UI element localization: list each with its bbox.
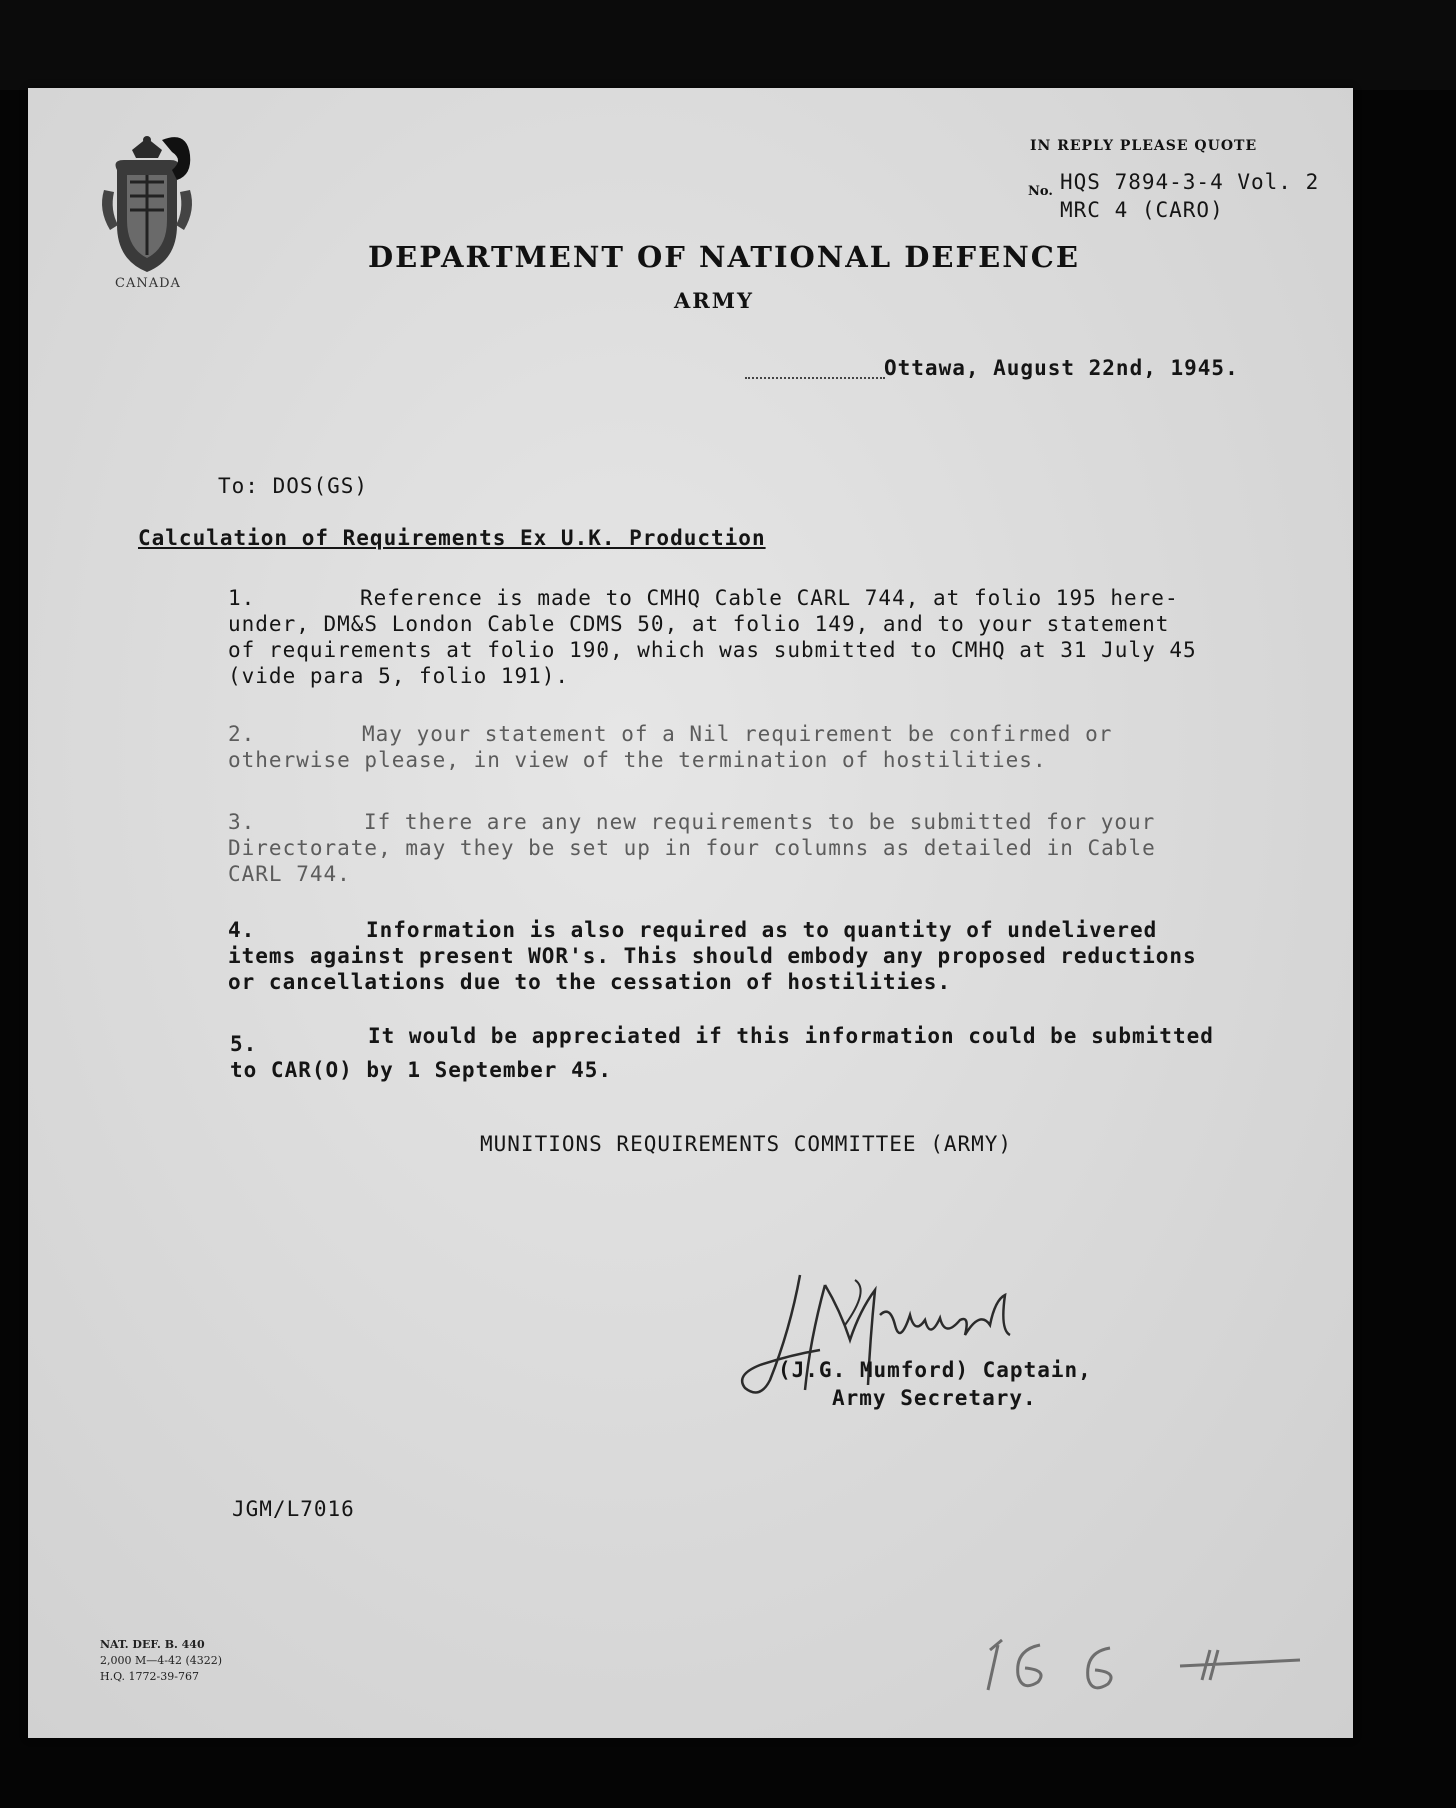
paragraph-line: of requirements at folio 190, which was submitted to CMHQ at 31 July 45 — [228, 638, 1197, 662]
paragraph-number: 2. — [228, 722, 256, 746]
date-dotted-leader — [745, 377, 885, 379]
form-number-block — [100, 1637, 222, 1685]
paragraph-line: CARL 744. — [228, 862, 351, 886]
handwritten-folio-marks — [980, 1620, 1340, 1700]
form-hq-number: H.Q. 1772-39-767 — [100, 1670, 199, 1683]
paragraph-line: Directorate, may they be set up in four columns as detailed in Cable — [228, 836, 1156, 860]
paragraph-number: 4. — [228, 918, 256, 942]
film-frame-edge — [0, 0, 1456, 90]
paragraph-line: or cancellations due to the cessation of hostilities. — [228, 970, 952, 994]
signatory-title: Army Secretary. — [832, 1386, 1037, 1410]
crest-caption: CANADA — [115, 276, 181, 291]
paragraph-line: to CAR(O) by 1 September 45. — [230, 1058, 613, 1082]
form-number: NAT. DEF. B. 440 — [100, 1638, 205, 1651]
letter-page — [28, 88, 1353, 1738]
paragraph-line: Reference is made to CMHQ Cable CARL 744, at folio 195 here- — [360, 586, 1179, 610]
letter-date: Ottawa, August 22nd, 1945. — [884, 356, 1239, 380]
paragraph-line: If there are any new requirements to be submitted for your — [364, 810, 1156, 834]
reference-committee-code: MRC 4 (CARO) — [1060, 198, 1224, 222]
paragraph-number: 1. — [228, 586, 256, 610]
file-reference: JGM/L7016 — [232, 1497, 355, 1521]
canada-coat-of-arms-emblem — [92, 130, 202, 280]
committee-name: MUNITIONS REQUIREMENTS COMMITTEE (ARMY) — [480, 1132, 1013, 1156]
paragraph-line: under, DM&S London Cable CDMS 50, at folio 149, and to your statement — [228, 612, 1170, 636]
paragraph-number: 5. — [230, 1032, 258, 1056]
reference-file-number: HQS 7894-3-4 Vol. 2 — [1060, 170, 1320, 194]
paragraph-number: 3. — [228, 810, 256, 834]
reference-number-label: No. — [1028, 184, 1053, 199]
branch-heading: ARMY — [674, 288, 754, 313]
department-heading: DEPARTMENT OF NATIONAL DEFENCE — [368, 240, 1080, 274]
addressee-line: To: DOS(GS) — [218, 474, 369, 498]
form-print-run: 2,000 M—4-42 (4322) — [100, 1654, 223, 1667]
paragraph-line: Information is also required as to quantity of undelivered — [366, 918, 1158, 942]
paragraph-line: May your statement of a Nil requirement be confirmed or — [362, 722, 1113, 746]
signatory-name: (J.G. Mumford) Captain, — [778, 1358, 1092, 1382]
paragraph-line: otherwise please, in view of the termination of hostilities. — [228, 748, 1047, 772]
paragraph-line: It would be appreciated if this information could be submitted — [368, 1024, 1214, 1048]
paragraph-line: items against present WOR's. This should embody any proposed reductions — [228, 944, 1197, 968]
subject-heading: Calculation of Requirements Ex U.K. Production — [138, 526, 766, 550]
reply-quote-label: IN REPLY PLEASE QUOTE — [1030, 138, 1258, 154]
paragraph-line: (vide para 5, folio 191). — [228, 664, 570, 688]
